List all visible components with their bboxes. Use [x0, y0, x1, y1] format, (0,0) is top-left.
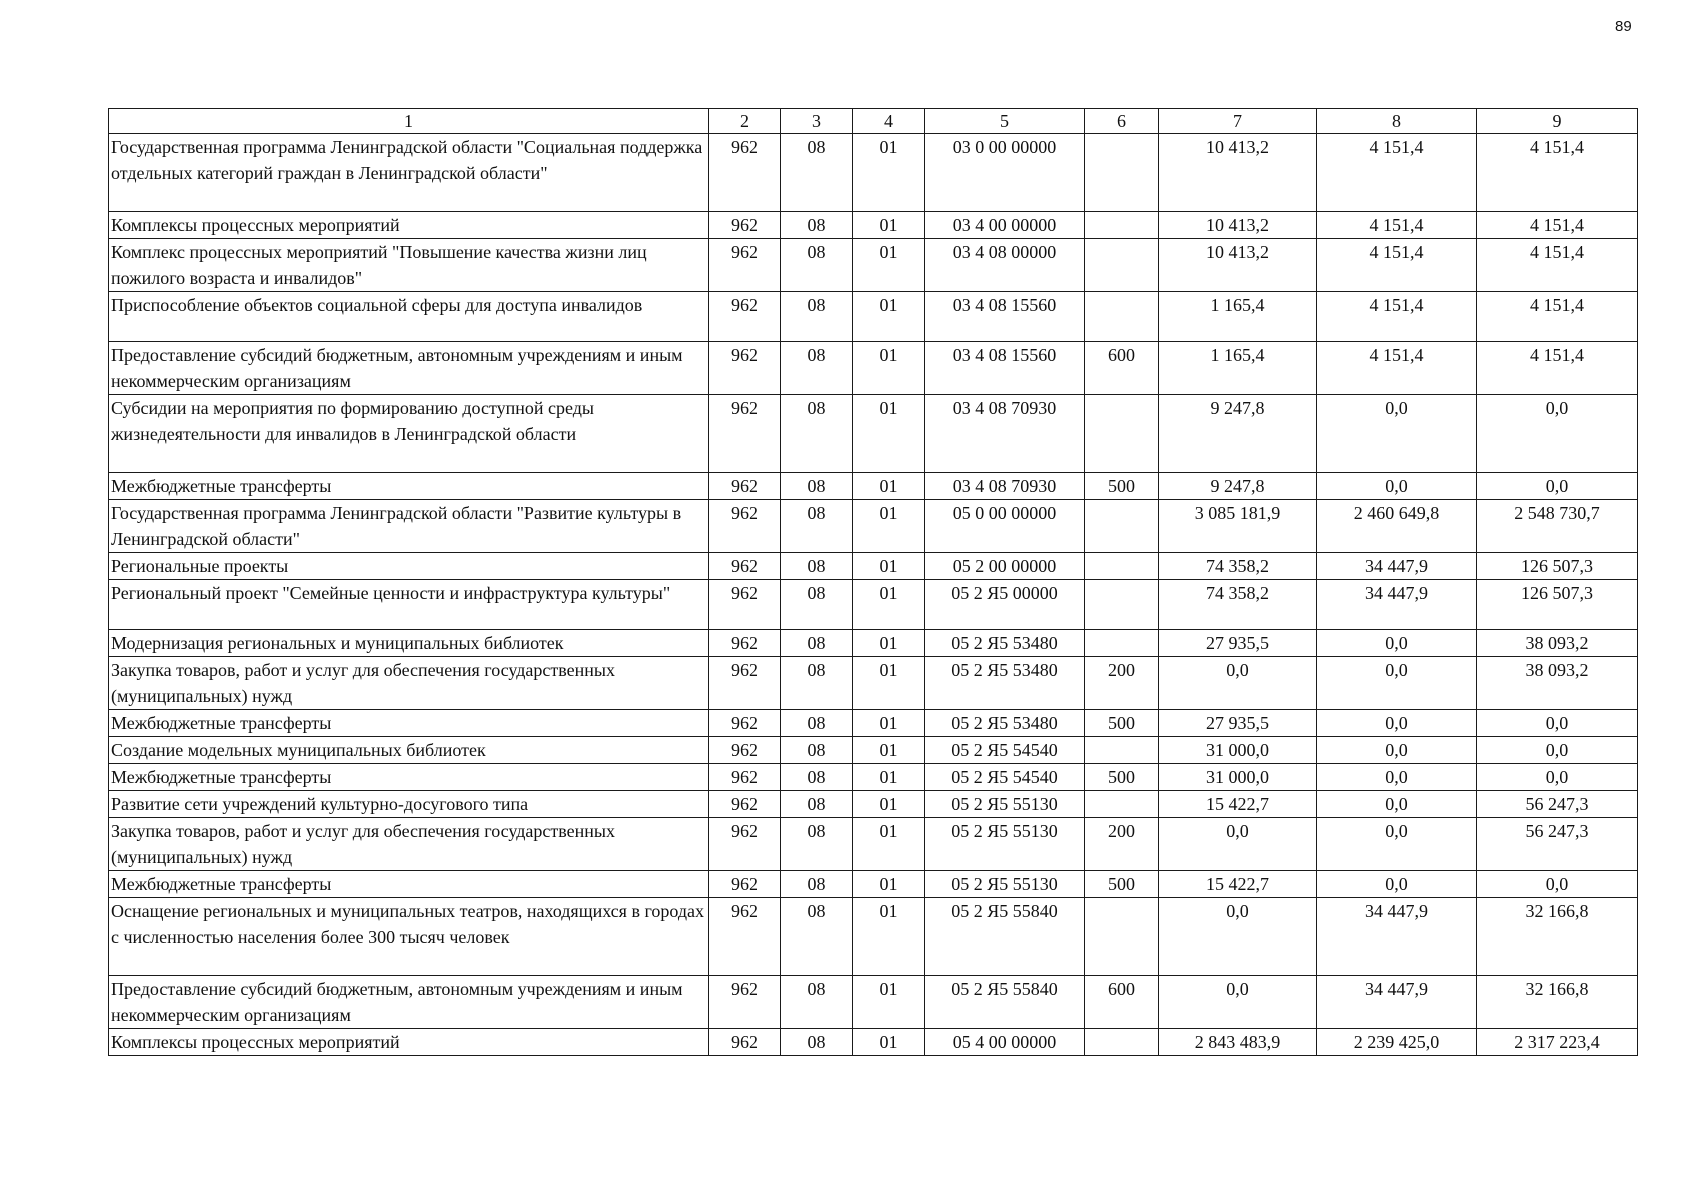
row-subsection-cell: 01 [853, 1029, 925, 1056]
row-amount-cell: 0,0 [1317, 473, 1477, 500]
row-name-cell: Комплексы процессных мероприятий [109, 1029, 709, 1056]
row-amount-cell: 0,0 [1477, 737, 1638, 764]
table-row [109, 976, 1638, 1029]
row-amount-cell: 0,0 [1477, 395, 1638, 473]
row-amount-cell: 34 447,9 [1317, 976, 1477, 1029]
row-amount-cell: 2 239 425,0 [1317, 1029, 1477, 1056]
row-type-cell: 600 [1085, 342, 1159, 395]
row-section-cell: 08 [781, 134, 853, 212]
row-target-cell: 05 0 00 00000 [925, 500, 1085, 553]
row-code-cell: 962 [709, 737, 781, 764]
row-amount-cell: 0,0 [1159, 818, 1317, 871]
row-amount-cell: 0,0 [1317, 657, 1477, 710]
row-subsection-cell: 01 [853, 657, 925, 710]
table-row [109, 473, 1638, 500]
row-name-cell: Предоставление субсидий бюджетным, автономным учреждениям и иным некоммерческим организациям [109, 342, 709, 395]
row-code-cell: 962 [709, 580, 781, 630]
row-amount-cell: 2 317 223,4 [1477, 1029, 1638, 1056]
row-name-cell: Комплекс процессных мероприятий "Повышение качества жизни лиц пожилого возраста и инвалидов" [109, 239, 709, 292]
row-amount-cell: 34 447,9 [1317, 553, 1477, 580]
row-type-cell [1085, 212, 1159, 239]
row-amount-cell: 34 447,9 [1317, 898, 1477, 976]
row-amount-cell: 10 413,2 [1159, 212, 1317, 239]
row-section-cell: 08 [781, 657, 853, 710]
row-amount-cell: 74 358,2 [1159, 580, 1317, 630]
row-target-cell: 03 4 08 15560 [925, 342, 1085, 395]
table-row [109, 630, 1638, 657]
row-name-cell: Государственная программа Ленинградской области "Развитие культуры в Ленинградской области" [109, 500, 709, 553]
row-amount-cell: 0,0 [1317, 871, 1477, 898]
header-cell: 1 [109, 109, 709, 134]
row-subsection-cell: 01 [853, 791, 925, 818]
row-target-cell: 05 2 Я5 54540 [925, 737, 1085, 764]
row-name-cell: Региональный проект "Семейные ценности и инфраструктура культуры" [109, 580, 709, 630]
header-row [109, 109, 1638, 134]
row-type-cell: 500 [1085, 871, 1159, 898]
row-code-cell: 962 [709, 553, 781, 580]
header-cell: 3 [781, 109, 853, 134]
row-code-cell: 962 [709, 342, 781, 395]
row-type-cell [1085, 791, 1159, 818]
row-subsection-cell: 01 [853, 580, 925, 630]
row-subsection-cell: 01 [853, 818, 925, 871]
table-row [109, 657, 1638, 710]
row-amount-cell: 74 358,2 [1159, 553, 1317, 580]
row-amount-cell: 4 151,4 [1477, 134, 1638, 212]
table-row [109, 764, 1638, 791]
row-section-cell: 08 [781, 871, 853, 898]
row-target-cell: 05 2 Я5 53480 [925, 657, 1085, 710]
row-amount-cell: 0,0 [1477, 710, 1638, 737]
row-target-cell: 05 2 Я5 53480 [925, 630, 1085, 657]
row-code-cell: 962 [709, 818, 781, 871]
row-amount-cell: 2 548 730,7 [1477, 500, 1638, 553]
row-amount-cell: 32 166,8 [1477, 898, 1638, 976]
row-amount-cell: 31 000,0 [1159, 764, 1317, 791]
row-amount-cell: 9 247,8 [1159, 395, 1317, 473]
table-row [109, 239, 1638, 292]
row-section-cell: 08 [781, 580, 853, 630]
row-target-cell: 03 4 08 00000 [925, 239, 1085, 292]
row-type-cell [1085, 134, 1159, 212]
table-row [109, 342, 1638, 395]
row-subsection-cell: 01 [853, 976, 925, 1029]
row-section-cell: 08 [781, 342, 853, 395]
row-subsection-cell: 01 [853, 212, 925, 239]
row-section-cell: 08 [781, 898, 853, 976]
row-amount-cell: 0,0 [1477, 871, 1638, 898]
row-target-cell: 05 2 Я5 55130 [925, 818, 1085, 871]
row-target-cell: 05 2 Я5 55130 [925, 871, 1085, 898]
row-code-cell: 962 [709, 134, 781, 212]
row-subsection-cell: 01 [853, 737, 925, 764]
row-type-cell: 200 [1085, 818, 1159, 871]
row-subsection-cell: 01 [853, 553, 925, 580]
row-target-cell: 05 2 00 00000 [925, 553, 1085, 580]
row-section-cell: 08 [781, 212, 853, 239]
row-subsection-cell: 01 [853, 500, 925, 553]
table-row [109, 871, 1638, 898]
row-amount-cell: 38 093,2 [1477, 630, 1638, 657]
row-amount-cell: 0,0 [1159, 657, 1317, 710]
row-name-cell: Модернизация региональных и муниципальных библиотек [109, 630, 709, 657]
row-amount-cell: 4 151,4 [1317, 239, 1477, 292]
row-type-cell [1085, 395, 1159, 473]
row-amount-cell: 32 166,8 [1477, 976, 1638, 1029]
row-type-cell: 200 [1085, 657, 1159, 710]
row-amount-cell: 4 151,4 [1317, 134, 1477, 212]
row-target-cell: 05 2 Я5 55840 [925, 898, 1085, 976]
row-amount-cell: 4 151,4 [1317, 342, 1477, 395]
row-amount-cell: 56 247,3 [1477, 791, 1638, 818]
row-amount-cell: 15 422,7 [1159, 791, 1317, 818]
row-subsection-cell: 01 [853, 871, 925, 898]
row-type-cell [1085, 898, 1159, 976]
row-amount-cell: 0,0 [1317, 764, 1477, 791]
row-section-cell: 08 [781, 473, 853, 500]
row-name-cell: Приспособление объектов социальной сферы для доступа инвалидов [109, 292, 709, 342]
row-name-cell: Межбюджетные трансферты [109, 473, 709, 500]
table-row [109, 580, 1638, 630]
row-amount-cell: 0,0 [1317, 710, 1477, 737]
row-code-cell: 962 [709, 710, 781, 737]
row-section-cell: 08 [781, 1029, 853, 1056]
row-amount-cell: 34 447,9 [1317, 580, 1477, 630]
row-code-cell: 962 [709, 212, 781, 239]
row-amount-cell: 27 935,5 [1159, 710, 1317, 737]
row-subsection-cell: 01 [853, 395, 925, 473]
row-amount-cell: 0,0 [1317, 395, 1477, 473]
row-target-cell: 05 2 Я5 54540 [925, 764, 1085, 791]
row-amount-cell: 10 413,2 [1159, 134, 1317, 212]
row-type-cell: 500 [1085, 710, 1159, 737]
row-code-cell: 962 [709, 871, 781, 898]
row-amount-cell: 0,0 [1317, 818, 1477, 871]
row-subsection-cell: 01 [853, 342, 925, 395]
row-target-cell: 05 4 00 00000 [925, 1029, 1085, 1056]
row-target-cell: 03 4 08 15560 [925, 292, 1085, 342]
row-amount-cell: 0,0 [1477, 764, 1638, 791]
table-row [109, 500, 1638, 553]
row-section-cell: 08 [781, 239, 853, 292]
row-name-cell: Развитие сети учреждений культурно-досугового типа [109, 791, 709, 818]
row-target-cell: 05 2 Я5 55840 [925, 976, 1085, 1029]
page-number: 89 [1615, 18, 1632, 35]
row-amount-cell: 4 151,4 [1477, 292, 1638, 342]
row-type-cell [1085, 500, 1159, 553]
row-section-cell: 08 [781, 395, 853, 473]
row-amount-cell: 4 151,4 [1317, 212, 1477, 239]
row-section-cell: 08 [781, 630, 853, 657]
row-type-cell [1085, 292, 1159, 342]
row-name-cell: Межбюджетные трансферты [109, 871, 709, 898]
row-code-cell: 962 [709, 630, 781, 657]
table-row [109, 898, 1638, 976]
row-name-cell: Межбюджетные трансферты [109, 764, 709, 791]
table-row [109, 710, 1638, 737]
row-amount-cell: 126 507,3 [1477, 580, 1638, 630]
row-name-cell: Оснащение региональных и муниципальных театров, находящихся в городах с численностью населения более 300 тысяч человек [109, 898, 709, 976]
row-amount-cell: 27 935,5 [1159, 630, 1317, 657]
row-name-cell: Создание модельных муниципальных библиотек [109, 737, 709, 764]
row-target-cell: 03 4 08 70930 [925, 473, 1085, 500]
table-row [109, 737, 1638, 764]
row-amount-cell: 2 843 483,9 [1159, 1029, 1317, 1056]
row-code-cell: 962 [709, 657, 781, 710]
row-amount-cell: 9 247,8 [1159, 473, 1317, 500]
table-row [109, 395, 1638, 473]
row-section-cell: 08 [781, 737, 853, 764]
row-code-cell: 962 [709, 1029, 781, 1056]
table-row [109, 818, 1638, 871]
row-section-cell: 08 [781, 500, 853, 553]
row-subsection-cell: 01 [853, 898, 925, 976]
row-subsection-cell: 01 [853, 134, 925, 212]
table-row [109, 292, 1638, 342]
budget-table [108, 108, 1638, 1056]
table-row [109, 1029, 1638, 1056]
row-target-cell: 03 4 08 70930 [925, 395, 1085, 473]
row-target-cell: 03 0 00 00000 [925, 134, 1085, 212]
row-name-cell: Закупка товаров, работ и услуг для обеспечения государственных (муниципальных) нужд [109, 657, 709, 710]
row-amount-cell: 0,0 [1317, 737, 1477, 764]
row-amount-cell: 0,0 [1317, 630, 1477, 657]
row-code-cell: 962 [709, 239, 781, 292]
row-subsection-cell: 01 [853, 239, 925, 292]
row-amount-cell: 4 151,4 [1477, 342, 1638, 395]
header-cell: 4 [853, 109, 925, 134]
table-row [109, 553, 1638, 580]
row-amount-cell: 2 460 649,8 [1317, 500, 1477, 553]
row-code-cell: 962 [709, 791, 781, 818]
row-type-cell: 500 [1085, 764, 1159, 791]
row-name-cell: Предоставление субсидий бюджетным, автономным учреждениям и иным некоммерческим организациям [109, 976, 709, 1029]
row-amount-cell: 56 247,3 [1477, 818, 1638, 871]
row-target-cell: 05 2 Я5 00000 [925, 580, 1085, 630]
row-code-cell: 962 [709, 292, 781, 342]
row-name-cell: Региональные проекты [109, 553, 709, 580]
header-cell: 5 [925, 109, 1085, 134]
row-amount-cell: 38 093,2 [1477, 657, 1638, 710]
row-target-cell: 05 2 Я5 55130 [925, 791, 1085, 818]
row-name-cell: Государственная программа Ленинградской области "Социальная поддержка отдельных категорий граждан в Ленинградской области" [109, 134, 709, 212]
row-code-cell: 962 [709, 898, 781, 976]
row-code-cell: 962 [709, 473, 781, 500]
row-name-cell: Субсидии на мероприятия по формированию доступной среды жизнедеятельности для инвалидов в Ленинградской области [109, 395, 709, 473]
row-amount-cell: 10 413,2 [1159, 239, 1317, 292]
row-amount-cell: 0,0 [1317, 791, 1477, 818]
row-type-cell [1085, 239, 1159, 292]
row-section-cell: 08 [781, 764, 853, 791]
row-amount-cell: 0,0 [1477, 473, 1638, 500]
row-name-cell: Межбюджетные трансферты [109, 710, 709, 737]
header-cell: 7 [1159, 109, 1317, 134]
row-section-cell: 08 [781, 553, 853, 580]
row-amount-cell: 0,0 [1159, 976, 1317, 1029]
row-section-cell: 08 [781, 818, 853, 871]
row-amount-cell: 31 000,0 [1159, 737, 1317, 764]
row-subsection-cell: 01 [853, 764, 925, 791]
row-subsection-cell: 01 [853, 630, 925, 657]
row-type-cell: 500 [1085, 473, 1159, 500]
row-amount-cell: 4 151,4 [1477, 239, 1638, 292]
table-row [109, 212, 1638, 239]
row-name-cell: Комплексы процессных мероприятий [109, 212, 709, 239]
table-row [109, 791, 1638, 818]
row-type-cell [1085, 1029, 1159, 1056]
row-target-cell: 05 2 Я5 53480 [925, 710, 1085, 737]
row-target-cell: 03 4 00 00000 [925, 212, 1085, 239]
row-type-cell [1085, 580, 1159, 630]
header-cell: 9 [1477, 109, 1638, 134]
table-row [109, 134, 1638, 212]
row-amount-cell: 3 085 181,9 [1159, 500, 1317, 553]
row-code-cell: 962 [709, 500, 781, 553]
table-body [109, 134, 1638, 1056]
row-code-cell: 962 [709, 395, 781, 473]
row-type-cell [1085, 737, 1159, 764]
header-cell: 2 [709, 109, 781, 134]
row-subsection-cell: 01 [853, 710, 925, 737]
row-subsection-cell: 01 [853, 292, 925, 342]
row-amount-cell: 4 151,4 [1317, 292, 1477, 342]
row-type-cell [1085, 553, 1159, 580]
row-subsection-cell: 01 [853, 473, 925, 500]
header-cell: 8 [1317, 109, 1477, 134]
row-code-cell: 962 [709, 764, 781, 791]
header-cell: 6 [1085, 109, 1159, 134]
row-amount-cell: 4 151,4 [1477, 212, 1638, 239]
row-amount-cell: 15 422,7 [1159, 871, 1317, 898]
row-name-cell: Закупка товаров, работ и услуг для обеспечения государственных (муниципальных) нужд [109, 818, 709, 871]
row-section-cell: 08 [781, 976, 853, 1029]
row-section-cell: 08 [781, 292, 853, 342]
row-code-cell: 962 [709, 976, 781, 1029]
row-type-cell [1085, 630, 1159, 657]
row-section-cell: 08 [781, 710, 853, 737]
row-amount-cell: 1 165,4 [1159, 292, 1317, 342]
row-amount-cell: 126 507,3 [1477, 553, 1638, 580]
row-type-cell: 600 [1085, 976, 1159, 1029]
row-amount-cell: 1 165,4 [1159, 342, 1317, 395]
row-section-cell: 08 [781, 791, 853, 818]
row-amount-cell: 0,0 [1159, 898, 1317, 976]
